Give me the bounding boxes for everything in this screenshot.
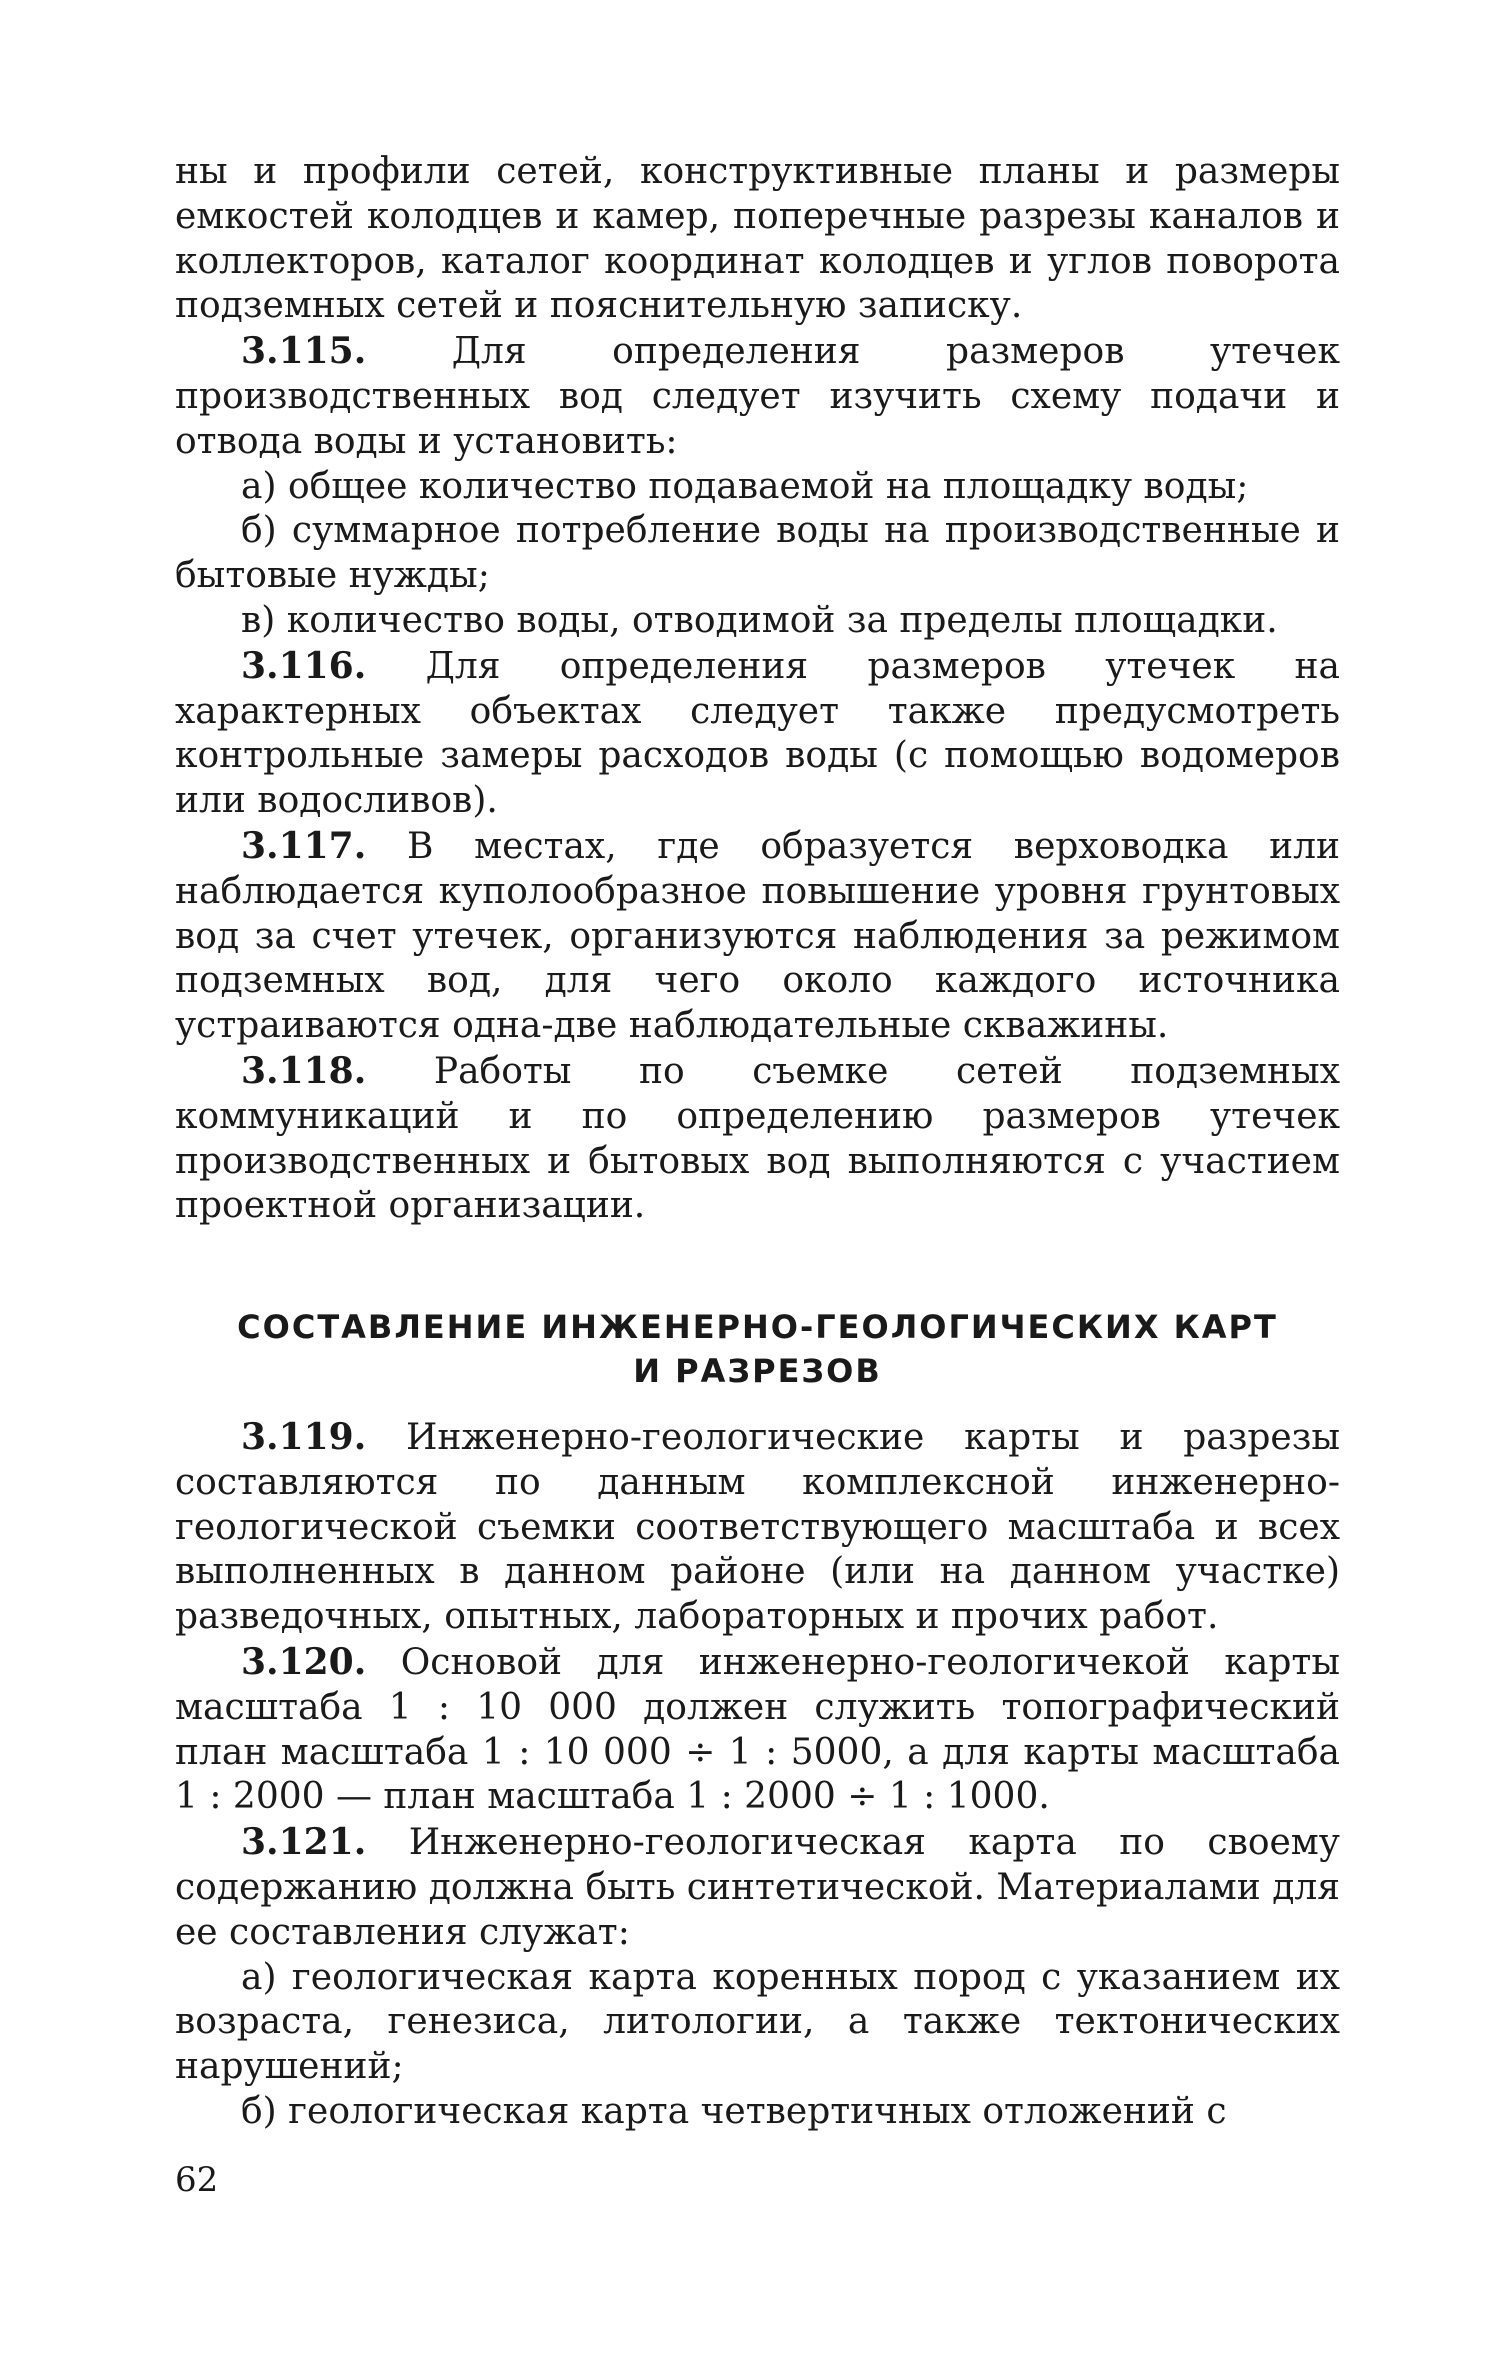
paragraph-3-121 <box>175 1820 1340 1955</box>
list-item-b <box>175 2090 1340 2135</box>
paragraph-3-117 <box>175 824 1340 1049</box>
heading-line-2: И РАЗРЕЗОВ <box>633 1352 882 1390</box>
list-item-c <box>175 599 1340 644</box>
paragraph-text: Для определения размеров утечек на характерных объектах следует также предусмотреть контрольные замеры расходов воды (с помощью водомеров или водосливов). <box>175 645 1340 822</box>
body-text-top <box>175 150 1340 1229</box>
paragraph-text: Инженерно-геологические карты и разрезы составляются по данным комплексной инженерно-геологической съемки соответствующего масштаба и всех выполненных в данном районе (или на данном участке) разведочных, опытных, лабораторных и прочих работ. <box>175 1417 1340 1638</box>
list-item-text: а) общее количество подаваемой на площадку воды; <box>241 465 1249 507</box>
list-item-text: а) геологическая карта коренных пород с указанием их возраста, генезиса, литологии, а также тектонических нарушений; <box>175 1956 1340 2088</box>
page-number: 62 <box>175 2160 219 2200</box>
paragraph-3-119 <box>175 1415 1340 1640</box>
paragraph-text: ны и профили сетей, конструктивные планы и размеры емкостей колодцев и камер, поперечные разрезы каналов и коллекторов, каталог координат колодцев и углов поворота подземных сетей и пояснительную записку. <box>175 151 1340 327</box>
list-item-text: б) суммарное потребление воды на производственные и бытовые нужды; <box>175 510 1340 597</box>
paragraph-3-116 <box>175 644 1340 824</box>
list-item-text: б) геологическая карта четвертичных отложений с <box>241 2090 1227 2132</box>
body-text-bottom <box>175 1415 1340 2135</box>
paragraph-text: Инженерно-геологическая карта по своему содержанию должна быть синтетической. Материалами для ее составления служат: <box>175 1822 1340 1953</box>
clause-number: 3.117. <box>241 824 367 867</box>
paragraph-3-120 <box>175 1640 1340 1820</box>
paragraph-continuation <box>175 150 1340 329</box>
clause-number: 3.118. <box>241 1049 367 1092</box>
list-item-a <box>175 465 1340 510</box>
heading-line-1: СОСТАВЛЕНИЕ ИНЖЕНЕРНО-ГЕОЛОГИЧЕСКИХ КАРТ <box>237 1308 1278 1346</box>
list-item-text: в) количество воды, отводимой за пределы площадки. <box>241 599 1278 641</box>
paragraph-text: В местах, где образуется верховодка или наблюдается куполообразное повышение уровня грунтовых вод за счет утечек, организуются наблюдения за режимом подземных вод, для чего около каждого источника устраиваются одна-две наблюдательные скважины. <box>175 825 1340 1047</box>
list-item-b <box>175 509 1340 599</box>
paragraph-3-115 <box>175 329 1340 464</box>
paragraph-text: Для определения размеров утечек производственных вод следует изучить схему подачи и отвода воды и установить: <box>175 331 1340 462</box>
section-heading <box>175 1305 1340 1393</box>
list-item-a <box>175 1956 1340 2090</box>
paragraph-text: Основой для инженерно-геологичекой карты масштаба 1 : 10 000 должен служить топографический план масштаба 1 : 10 000 ÷ 1 : 5000, а для карты масштаба 1 : 2000 — план масштаба 1 : 2000 ÷ 1 : 1000. <box>175 1641 1340 1818</box>
clause-number: 3.116. <box>241 644 367 687</box>
clause-number: 3.120. <box>241 1640 367 1683</box>
clause-number: 3.121. <box>241 1821 367 1864</box>
clause-number: 3.119. <box>241 1416 367 1458</box>
paragraph-3-118 <box>175 1049 1340 1229</box>
paragraph-text: Работы по съемке сетей подземных коммуникаций и по определению размеров утечек производственных и бытовых вод выполняются с участием проектной организации. <box>175 1050 1340 1227</box>
clause-number: 3.115. <box>241 330 367 373</box>
